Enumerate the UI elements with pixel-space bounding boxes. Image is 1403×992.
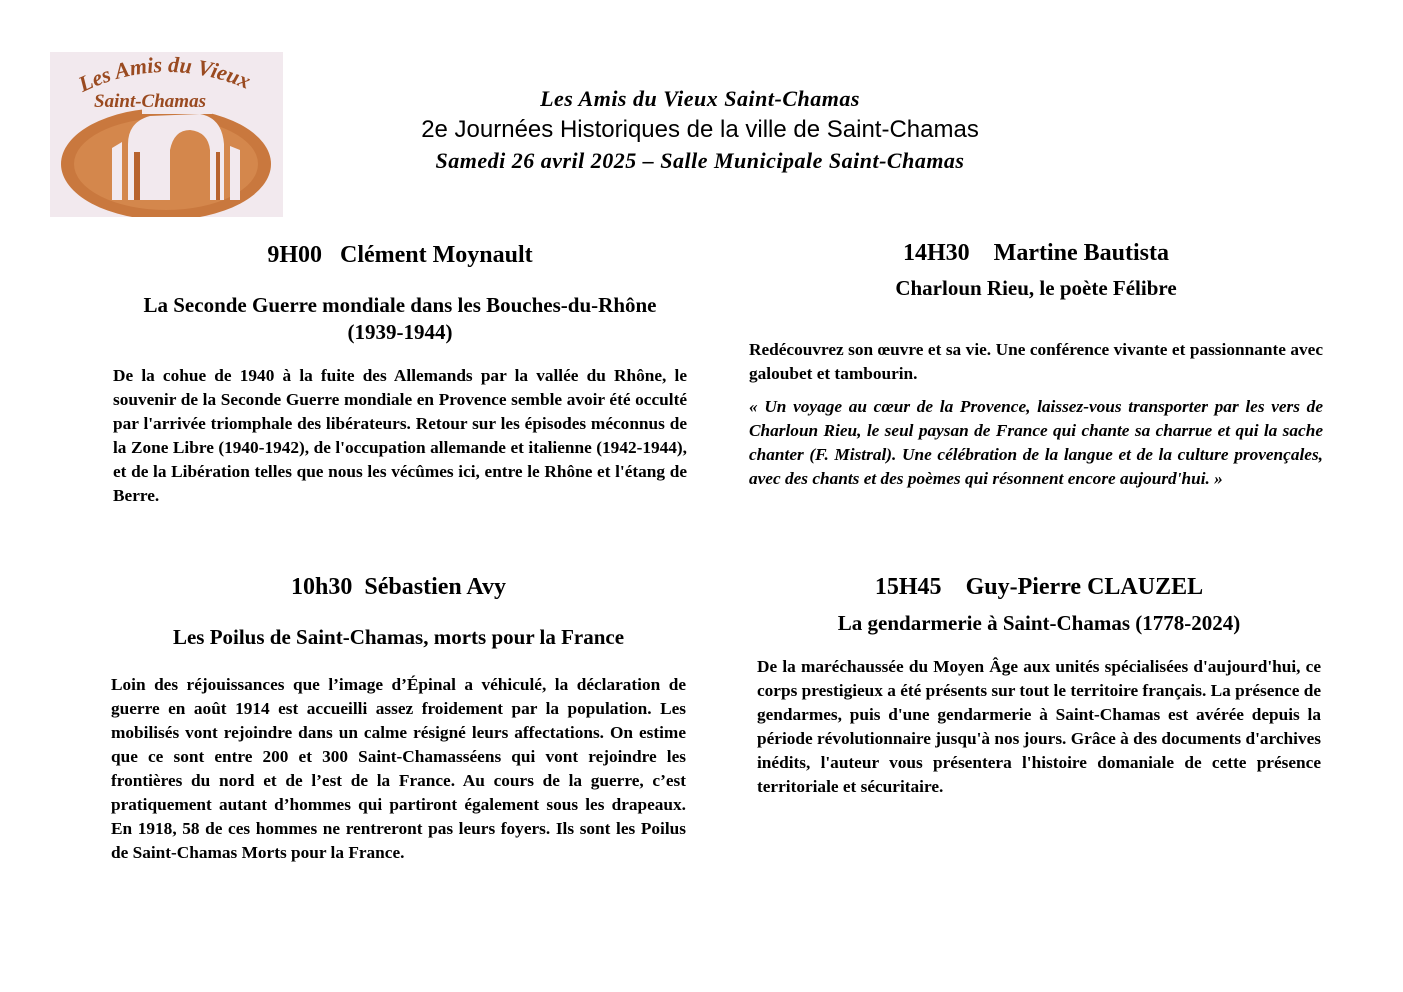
talk-quote: « Un voyage au cœur de la Provence, laissez-vous transporter par les vers de Charloun Rieu, le seul paysan de France qui chante sa charrue et qui la sache chanter (F. Mistral). Une célébration de la langue et de la culture provençales, avec des chants et des poèmes qui résonnent encore aujourd'hui. » (749, 397, 1323, 488)
talk-time: 10h30 (291, 574, 353, 600)
talk-title: Charloun Rieu, le poète Félibre (895, 276, 1177, 300)
talk-block-2 (111, 572, 686, 865)
talk-title: La gendarmerie à Saint-Chamas (1778-2024) (837, 611, 1241, 635)
talk-heading (111, 572, 686, 602)
logo-title-line1: Les Amis du Vieux (74, 52, 255, 97)
talk-block-1 (113, 240, 687, 508)
talk-description: Loin des réjouissances que l’image d’Épinal a véhiculé, la déclaration de guerre en août 1914 est accueilli assez froidement par la population. Les mobilisés vont rejoindre dans un calme résigné leurs affectations. On estime que ce sont entre 200 et 300 Saint-Chamasséens qui vont rejoindre les frontières du nord et de l’est de la France. Au cours de la guerre, c’est pratiquement autant d’hommes qui partiront également sous les drapeaux. En 1918, 58 de ces hommes ne rentreront pas leurs foyers. Ils sont les Poilus de Saint-Chamas Morts pour la France. (111, 675, 686, 862)
talk-heading (113, 240, 687, 270)
talk-block-3 (749, 238, 1323, 491)
talk-title: Les Poilus de Saint-Chamas, morts pour la France (172, 625, 625, 649)
talk-block-4 (757, 572, 1321, 799)
association-name: Les Amis du Vieux Saint-Chamas (540, 86, 860, 111)
talk-title: La Seconde Guerre mondiale dans les Bouches-du-Rhône (1939-1944) (143, 293, 657, 344)
talk-description: Redécouvrez son œuvre et sa vie. Une conférence vivante et passionnante avec galoubet et tambourin. (749, 340, 1323, 383)
talk-description: De la cohue de 1940 à la fuite des Allemands par la vallée du Rhône, le souvenir de la Seconde Guerre mondiale en Provence semble avoir été occulté par l'arrivée triomphale des libérateurs. Retour sur les épisodes méconnus de la Zone Libre (1940-1942), de l'occupation allemande et italienne (1942-1944), et de la Libération telles que nous les vécûmes ici, entre le Rhône et l'étang de Berre. (113, 366, 687, 505)
talk-time: 9H00 (267, 242, 322, 268)
talk-speaker: Martine Bautista (993, 240, 1169, 266)
logo-title-line2: Saint-Chamas (94, 91, 206, 112)
talk-heading (749, 238, 1323, 268)
talk-time: 14H30 (903, 240, 970, 266)
event-title: 2e Journées Historiques de la ville de Saint-Chamas (421, 116, 979, 143)
page-header (300, 84, 1100, 176)
association-logo (50, 52, 283, 217)
event-date-place: Samedi 26 avril 2025 – Salle Municipale Saint-Chamas (435, 148, 965, 173)
talk-heading (757, 572, 1321, 602)
talk-description: De la maréchaussée du Moyen Âge aux unités spécialisées d'aujourd'hui, ce corps prestigieux a été présents sur tout le territoire français. La présence de gendarmes, puis d'une gendarmerie à Saint-Chamas est avérée depuis la période révolutionnaire jusqu'à nos jours. Grâce à des documents d'archives inédits, l'auteur vous présentera l'histoire domaniale de cette présence territoriale et sécuritaire. (757, 657, 1321, 796)
talk-time: 15H45 (874, 574, 942, 600)
talk-speaker: Clément Moynault (340, 242, 533, 268)
talk-speaker: Guy-Pierre CLAUZEL (965, 574, 1204, 600)
talk-speaker: Sébastien Avy (364, 574, 506, 600)
